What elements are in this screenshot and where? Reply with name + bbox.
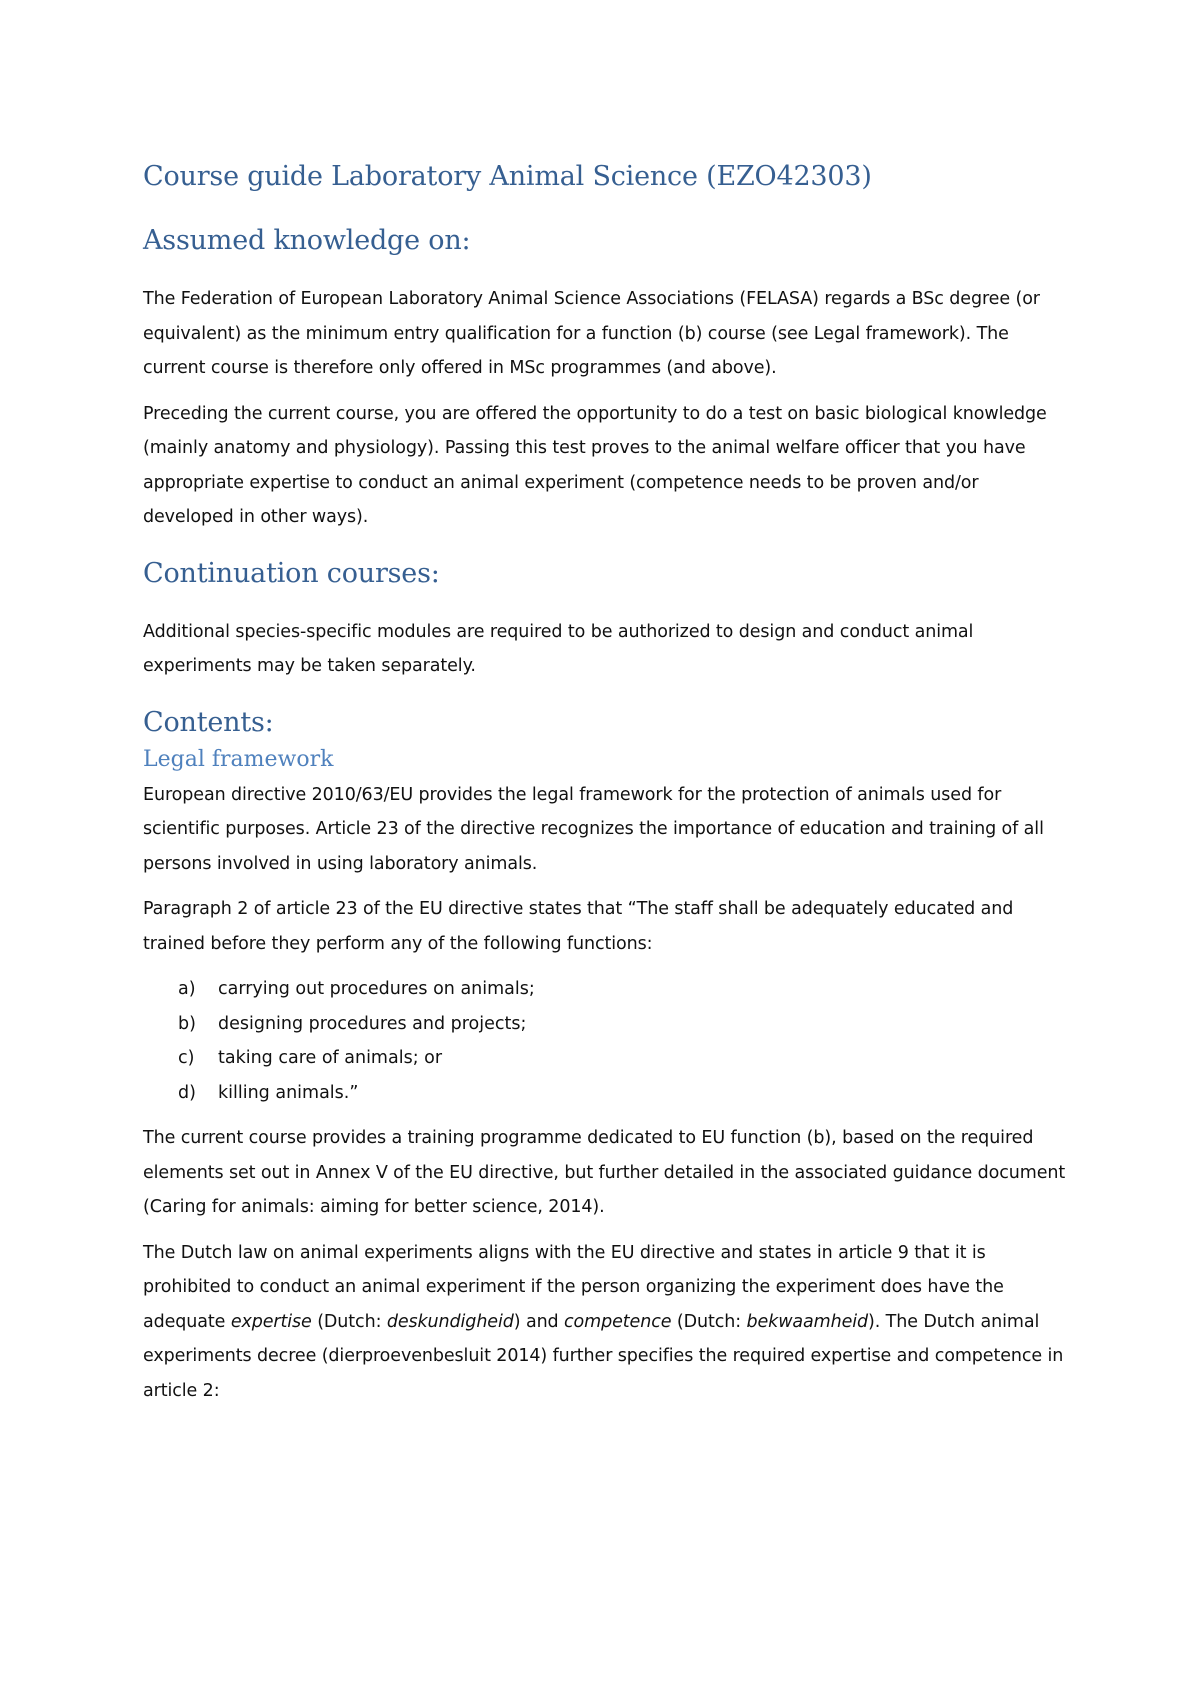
italic-term: expertise — [230, 1311, 312, 1332]
list-item-text: killing animals.” — [218, 1082, 359, 1103]
italic-term: competence — [564, 1311, 672, 1332]
italic-term: deskundigheid — [386, 1311, 514, 1332]
document-content — [143, 160, 1073, 1408]
legal-framework-heading: Legal framework — [143, 746, 334, 772]
list-item-text: designing procedures and projects; — [218, 1013, 527, 1034]
list-marker: c) — [178, 1048, 195, 1068]
list-item-text: taking care of animals; or — [218, 1048, 443, 1068]
continuation-courses-heading: Continuation courses: — [143, 557, 440, 589]
text-run: ). The Dutch animal experiments decree (dierproevenbesluit 2014) further specifies the required expertise and competence in article 2: — [143, 1311, 1064, 1401]
document-title: Course guide Laboratory Animal Science (EZO42303) — [143, 161, 872, 192]
list-item — [143, 1041, 1073, 1076]
assumed-knowledge-paragraph-1: The Federation of European Laboratory Animal Science Associations (FELASA) regards a BSc degree (or equivalent) as the minimum entry qualification for a function (b) course (see Legal framework). The current course is therefore only offered in MSc programmes (and above). — [143, 289, 1040, 378]
text-run: (Dutch: — [311, 1311, 387, 1332]
functions-list — [143, 972, 1073, 1110]
contents-heading: Contents: — [143, 706, 274, 738]
list-item — [143, 1007, 1073, 1042]
list-marker: b) — [178, 1013, 196, 1034]
text-run: (Dutch: — [671, 1311, 747, 1332]
legal-framework-paragraph-2: Paragraph 2 of article 23 of the EU directive states that “The staff shall be adequately educated and trained before they perform any of the following functions: — [143, 899, 1014, 954]
italic-term: bekwaamheid — [746, 1311, 869, 1332]
text-run: ) and — [513, 1311, 565, 1332]
list-marker: d) — [178, 1082, 196, 1103]
assumed-knowledge-paragraph-2: Preceding the current course, you are offered the opportunity to do a test on basic biological knowledge (mainly anatomy and physiology). Passing this test proves to the animal welfare officer that you have appropriate expertise to conduct an animal experiment (competence needs to be proven and/or developed in other ways). — [143, 403, 1047, 527]
assumed-knowledge-heading: Assumed knowledge on: — [143, 225, 471, 256]
legal-framework-paragraph-4 — [143, 1236, 1073, 1409]
legal-framework-paragraph-3: The current course provides a training programme dedicated to EU function (b), based on the required elements set out in Annex V of the EU directive, but further detailed in the associated guidance document (Caring for animals: aiming for better science, 2014). — [143, 1128, 1066, 1217]
legal-framework-paragraph-1: European directive 2010/63/EU provides the legal framework for the protection of animals used for scientific purposes. Article 23 of the directive recognizes the importance of education and training of all persons involved in using laboratory animals. — [143, 784, 1044, 874]
list-marker: a) — [178, 979, 196, 999]
list-item — [143, 1076, 1073, 1111]
continuation-courses-paragraph: Additional species-specific modules are required to be authorized to design and conduct animal experiments may be taken separately. — [143, 621, 974, 676]
list-item — [143, 972, 1073, 1007]
text-run: The Dutch law on animal experiments aligns with the EU directive and states in article 9 that it is prohibited to conduct an animal experiment if the person organizing the experiment does have the adequate — [143, 1242, 1004, 1332]
list-item-text: carrying out procedures on animals; — [218, 979, 535, 999]
